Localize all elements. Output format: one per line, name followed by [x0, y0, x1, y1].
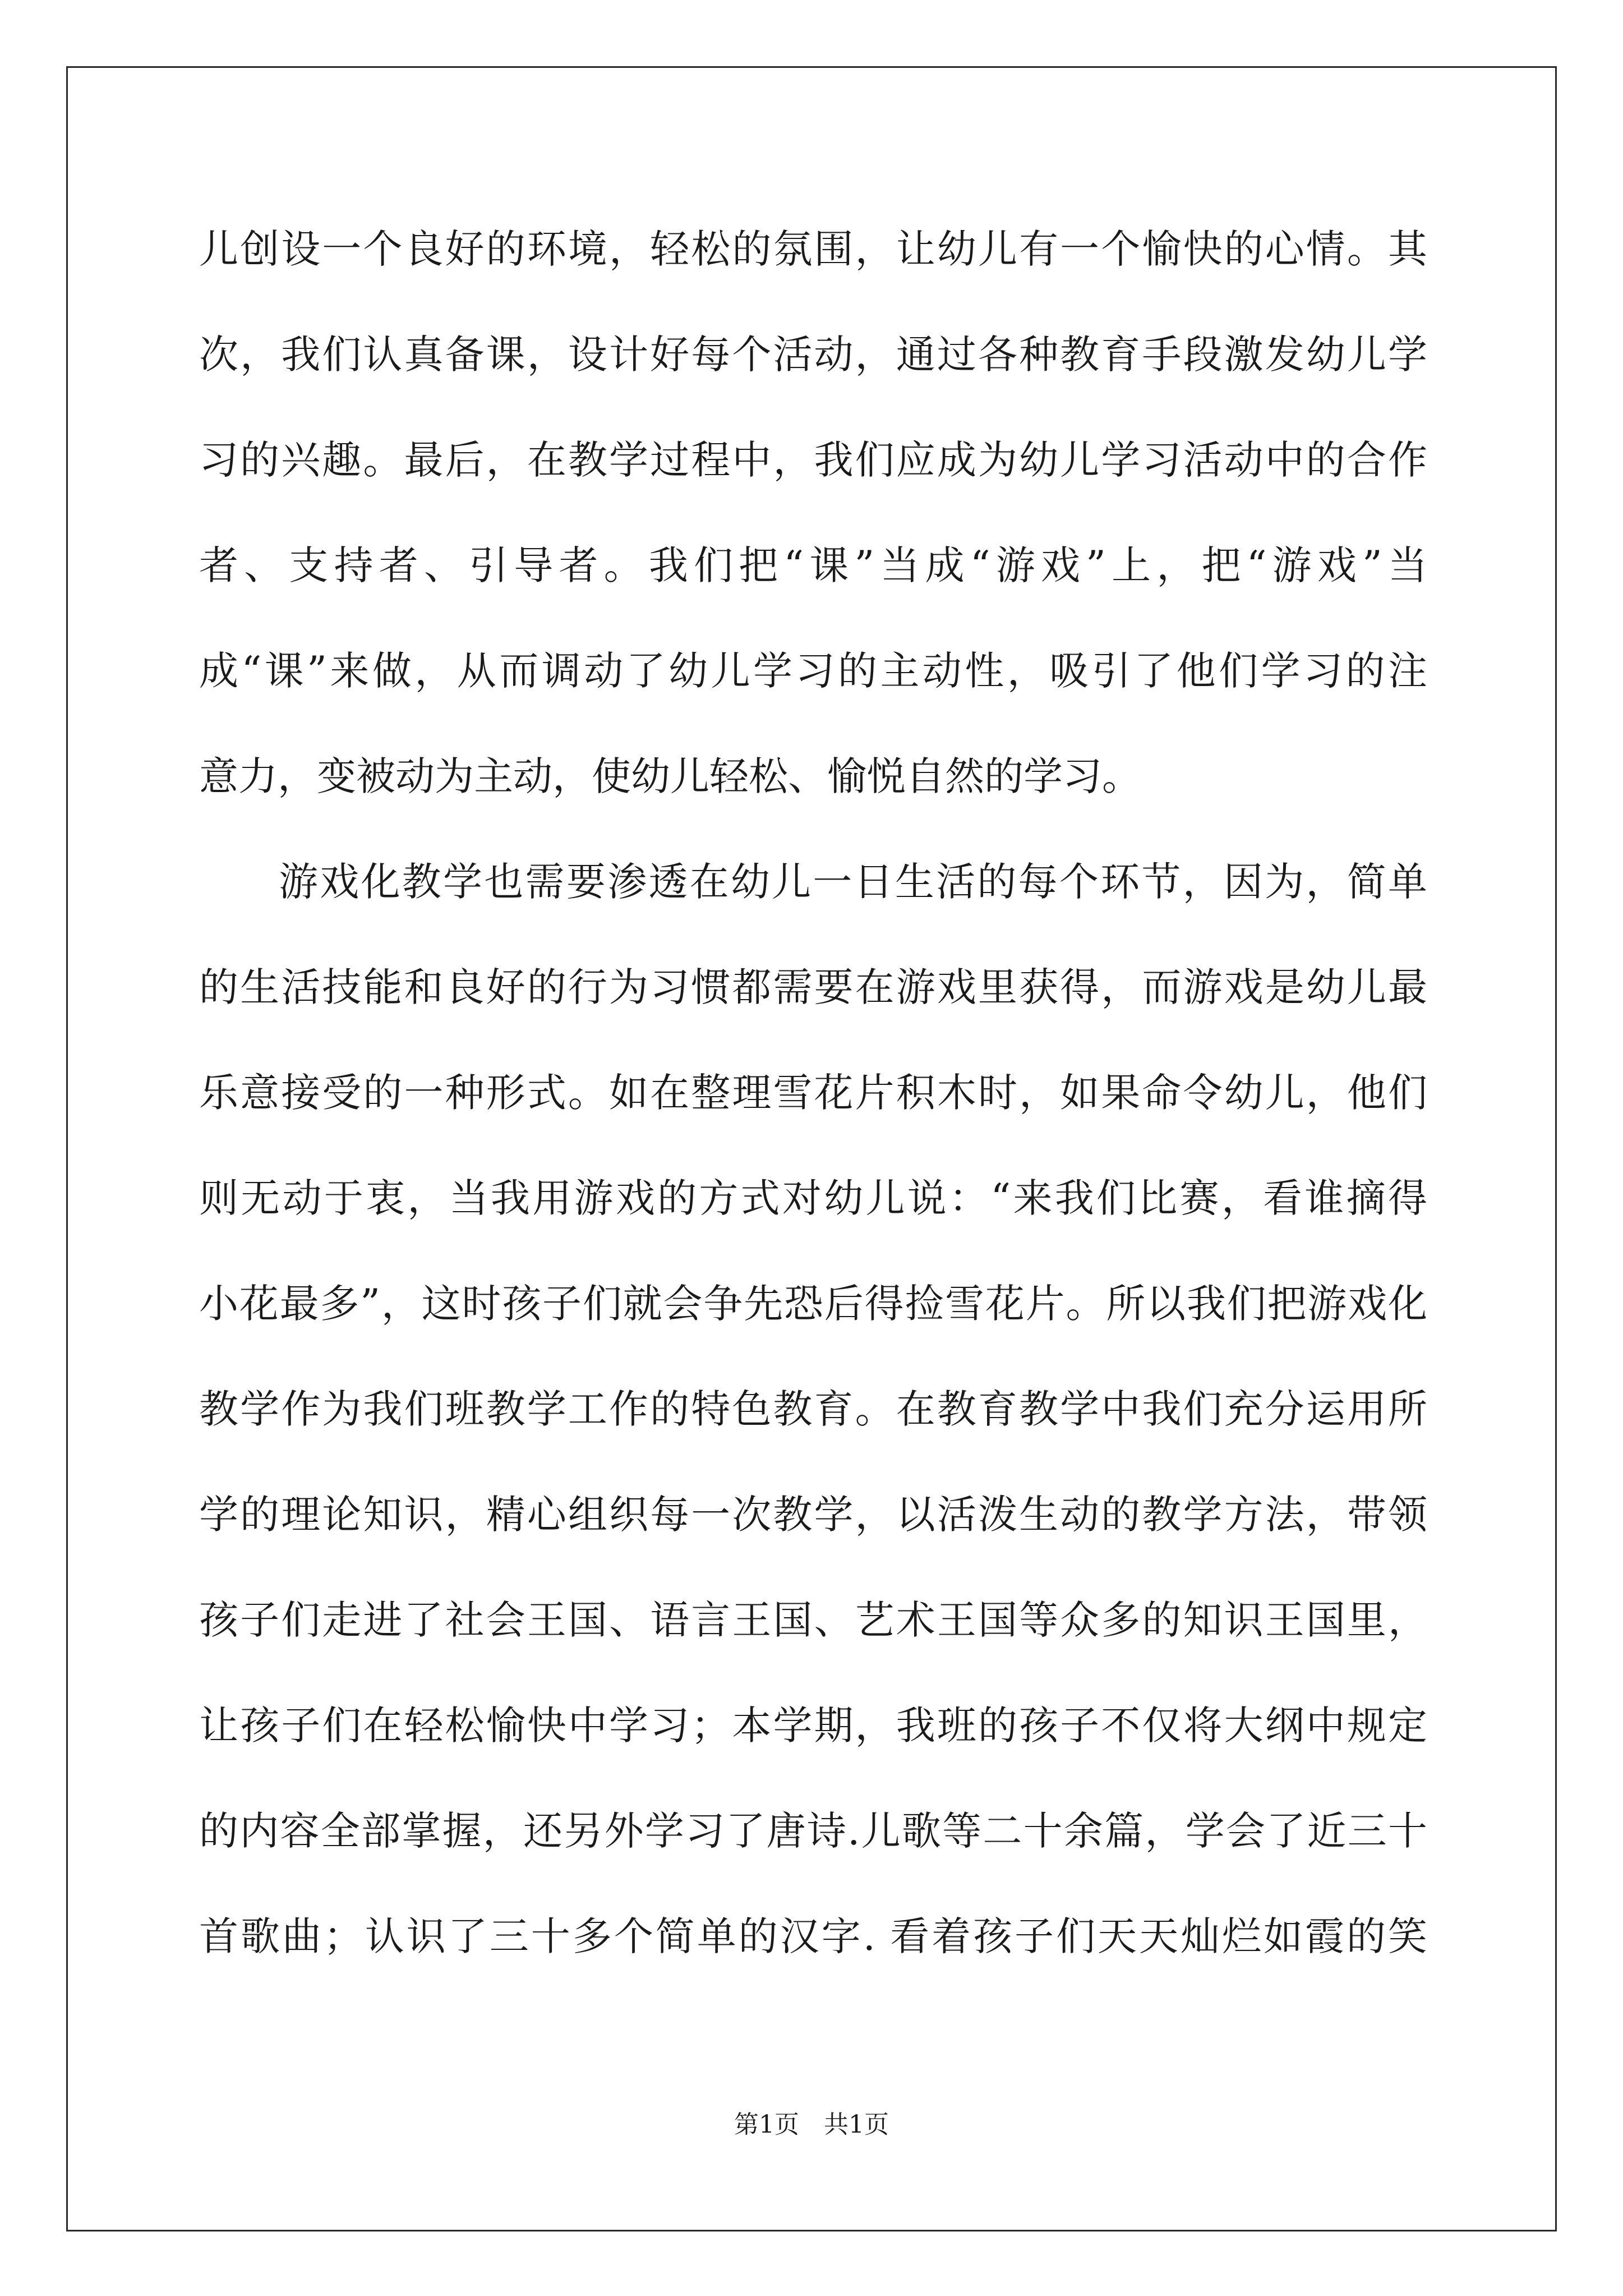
text-line: 教学作为我们班教学工作的特色教育。在教育教学中我们充分运用所	[199, 1386, 1427, 1432]
text-line: 首歌曲；认识了三十多个简单的汉字. 看着孩子们天天灿烂如霞的笑	[199, 1913, 1427, 1959]
text-line: 乐意接受的一种形式。如在整理雪花片积木时，如果命令幼儿，他们	[199, 1070, 1427, 1116]
text-line: 让孩子们在轻松愉快中学习；本学期，我班的孩子不仅将大纲中规定	[199, 1703, 1427, 1749]
text-line: 意力，变被动为主动，使幼儿轻松、愉悦自然的学习。	[199, 753, 1141, 799]
paragraph-1	[199, 219, 1427, 852]
text-line: 的生活技能和良好的行为习惯都需要在游戏里获得，而游戏是幼儿最	[199, 964, 1427, 1010]
page-total: 共1页	[824, 2110, 889, 2139]
text-line: 次，我们认真备课，设计好每个活动，通过各种教育手段激发幼儿学	[199, 332, 1427, 378]
text-line: 孩子们走进了社会王国、语言王国、艺术王国等众多的知识王国里，	[199, 1597, 1427, 1643]
text-line: 则无动于衷，当我用游戏的方式对幼儿说：“来我们比赛，看谁摘得	[199, 1175, 1427, 1221]
text-line: 习的兴趣。最后，在教学过程中，我们应成为幼儿学习活动中的合作	[199, 437, 1427, 483]
text-line: 的内容全部掌握，还另外学习了唐诗.儿歌等二十余篇，学会了近三十	[199, 1808, 1427, 1854]
page-footer	[0, 2108, 1623, 2142]
text-line: 小花最多”，这时孩子们就会争先恐后得捡雪花片。所以我们把游戏化	[199, 1281, 1427, 1327]
text-line: 儿创设一个良好的环境，轻松的氛围，让幼儿有一个愉快的心情。其	[199, 226, 1427, 272]
text-line: 成“课”来做，从而调动了幼儿学习的主动性，吸引了他们学习的注	[199, 648, 1427, 694]
paragraph-2	[199, 852, 1427, 2012]
page-number: 第1页	[734, 2110, 799, 2139]
text-line: 游戏化教学也需要渗透在幼儿一日生活的每个环节，因为，简单	[279, 859, 1427, 905]
text-line: 学的理论知识，精心组织每一次教学，以活泼生动的教学方法，带领	[199, 1492, 1427, 1538]
document-body	[199, 219, 1427, 2012]
text-line: 者、支持者、引导者。我们把“课”当成“游戏”上，把“游戏”当	[199, 542, 1427, 588]
